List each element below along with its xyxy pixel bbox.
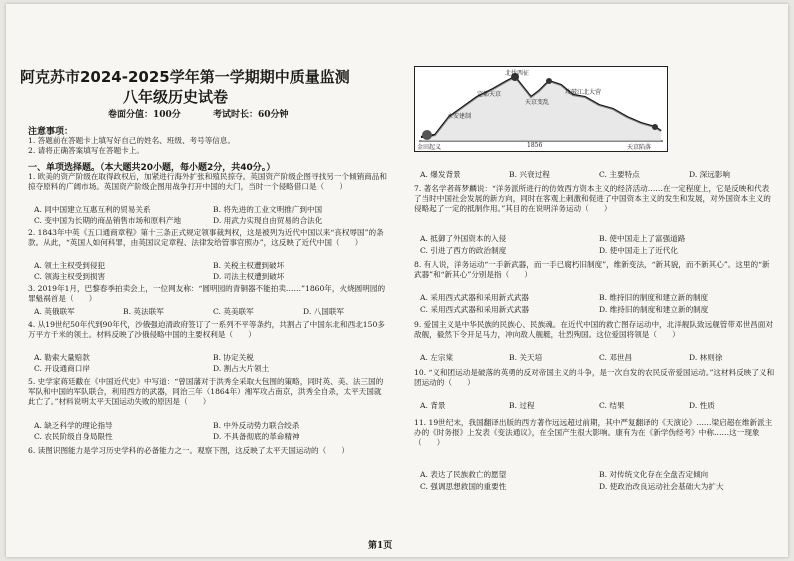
question-9-stem: 9. 爱国主义是中华民族的民族心、民族魂。在近代中国的救亡图存运动中，北洋舰队致远舰管带邓世昌面对敌舰，毅然下令开足马力，冲向敌人舰艇，壮烈殉国。这位爱国将领是（ ）: [414, 320, 773, 339]
q1-option-c[interactable]: C. 变中国为长期的商品销售市场和原料产地: [34, 216, 182, 225]
q7-option-a[interactable]: A. 抵御了外国资本的入侵: [420, 234, 507, 243]
q3-option-d[interactable]: D. 八国联军: [303, 307, 345, 316]
note-item: 1. 答题前在答题卡上填写好自己的姓名、班级、考号等信息。: [28, 136, 236, 145]
exam-subtitle: 八年级历史试卷: [123, 88, 229, 106]
q8-option-a[interactable]: A. 采用西式武器和采用新式武器: [420, 293, 530, 302]
q1-option-b[interactable]: B. 将先进的工业文明推广到中国: [213, 205, 323, 214]
q7-option-b[interactable]: B. 使中国走上了富强道路: [599, 234, 686, 243]
q11-option-d[interactable]: D. 使政治改良运动社会基础大为扩大: [599, 482, 724, 491]
question-4-stem: 4. 从19世纪50年代到90年代，沙俄强迫清政府签订了一系列不平等条约，共割占了中国东北和西北150多万平方千米的领土。材料反映了沙俄侵略中国的主要权利是（ ）: [28, 320, 385, 339]
question-1-stem: 1. 欧美的资产阶级在取得政权后，加紧进行海外扩张和殖民掠夺。英国资产阶级企图寻找另一个倾销商品和掠夺原料的广阔市场。英国资产阶级企图用战争打开中国的大门，当时一个侵略借口是（ ）: [28, 172, 387, 191]
chart-label: 定都天京: [477, 91, 502, 98]
q5-option-c[interactable]: C. 农民阶级自身局限性: [34, 432, 113, 441]
q3-option-a[interactable]: A. 英俄联军: [34, 307, 75, 316]
section-heading: 一、单项选择题。（本大题共20小题，每小题2分，共40分。）: [28, 163, 276, 173]
q4-option-c[interactable]: C. 开设通商口岸: [34, 364, 90, 373]
q11-option-a[interactable]: A. 表达了民族救亡的愿望: [420, 470, 507, 479]
q1-option-a[interactable]: A. 同中国建立互惠互利的贸易关系: [34, 205, 151, 214]
notes-heading: 注意事项：: [28, 127, 74, 137]
chart-label: 金田起义: [417, 144, 442, 151]
q4-option-b[interactable]: B. 协定关税: [213, 353, 254, 362]
q6-option-a[interactable]: A. 爆发背景: [420, 170, 461, 179]
q6-option-d[interactable]: D. 深远影响: [689, 170, 731, 179]
q10-option-d[interactable]: D. 性质: [689, 401, 715, 410]
question-10-stem: 10. “义和团运动是破落的英勇的反对帝国主义的斗争，是一次自发的农民反帝爱国运动。”这材料反映了义和团运动的（ ）: [414, 368, 775, 387]
score-label: 卷面分值：100分: [108, 110, 181, 120]
q3-option-c[interactable]: C. 英美联军: [213, 307, 254, 316]
q9-option-d[interactable]: D. 林则徐: [689, 353, 723, 362]
chart-label: 1856: [527, 142, 543, 149]
q10-option-c[interactable]: C. 结果: [599, 401, 625, 410]
q11-option-c[interactable]: C. 强调思想救国的重要性: [420, 482, 507, 491]
q9-option-b[interactable]: B. 关天培: [509, 353, 543, 362]
question-2-stem: 2. 1843年中英《五口通商章程》第十三条正式规定领事裁判权，这是被列为近代中国以来“丧权辱国”的条款。从此，“英国人如何科罪，由英国议定章程、法律发给管事官照办”，这反映了近代中国（ ）: [28, 228, 384, 247]
q2-option-b[interactable]: B. 关税主权遭到破坏: [213, 261, 285, 270]
taiping-rise-fall-curve: [415, 67, 667, 151]
q5-option-b[interactable]: B. 中外反动势力联合绞杀: [213, 421, 300, 430]
question-8-stem: 8. 有人说，洋务运动“一手新武器，而一手已腐朽旧制度”，维新变法，“新其貌，而不新其心”。这里的“新武器”和“新其心”分别是指（ ）: [414, 260, 770, 279]
time-label: 考试时长：60分钟: [213, 110, 289, 120]
note-item: 2. 请将正确答案填写在答题卡上。: [28, 146, 144, 155]
q8-option-d[interactable]: D. 维持旧的制度和建立新的制度: [599, 305, 709, 314]
q3-option-b[interactable]: B. 英法联军: [123, 307, 164, 316]
q7-option-d[interactable]: D. 使中国走上了近代化: [599, 246, 678, 255]
question-6-stem: 6. 读图识图能力是学习历史学科的必备能力之一。观察下图，这反映了太平天国运动的（ ）: [28, 446, 349, 455]
q8-option-c[interactable]: C. 采用西式武器和采用新式武器: [420, 305, 530, 314]
q4-option-a[interactable]: A. 勒索大量赔款: [34, 353, 90, 362]
exam-title: 阿克苏市2024-2025学年第一学期期中质量监测: [20, 68, 350, 86]
q6-option-b[interactable]: B. 兴衰过程: [509, 170, 550, 179]
q10-option-b[interactable]: B. 过程: [509, 401, 535, 410]
chart-label: 永安建制: [447, 113, 472, 120]
question-7-stem: 7. 著名学者蒋梦麟说：“洋务派所进行的仿效西方资本主义的经济活动……在一定程度上，它是反映和代表了当时中国社会发展的新方向，同时在客观上刺激和促进了中国资本主义的发生和发展，对外国资本主义的侵略起了一定的抵制作用。”其目的在说明洋务运动（ ）: [414, 184, 771, 213]
page-number: 第1页: [368, 541, 393, 551]
taiping-timeline-figure: [414, 66, 668, 152]
q4-option-d[interactable]: D. 割占大片领土: [213, 364, 270, 373]
q2-option-d[interactable]: D. 司法主权遭到破坏: [213, 272, 285, 281]
exam-sheet: [6, 4, 788, 557]
q7-option-c[interactable]: C. 引进了西方的政治制度: [420, 246, 507, 255]
q9-option-a[interactable]: A. 左宗棠: [420, 353, 454, 362]
q8-option-b[interactable]: B. 维持旧的制度和建立新的制度: [599, 293, 709, 302]
q5-option-d[interactable]: D. 不具备彻底的革命精神: [213, 432, 300, 441]
chart-label: 攻破江北大营: [565, 89, 602, 96]
chart-label: 北伐西征: [505, 70, 530, 77]
q10-option-a[interactable]: A. 背景: [420, 401, 446, 410]
q5-option-a[interactable]: A. 缺乏科学的理论指导: [34, 421, 113, 430]
chart-label: 天京变乱: [525, 99, 550, 106]
q9-option-c[interactable]: C. 邓世昌: [599, 353, 633, 362]
chart-label: 天京陷落: [627, 144, 652, 151]
q1-option-d[interactable]: D. 用武力实现自由贸易的合法化: [213, 216, 323, 225]
q6-option-c[interactable]: C. 主要特点: [599, 170, 640, 179]
q2-option-a[interactable]: A. 领土主权受到侵犯: [34, 261, 106, 270]
q11-option-b[interactable]: B. 对传统文化存在全盘否定倾向: [599, 470, 709, 479]
question-5-stem: 5. 史学家蒋廷黻在《中国近代史》中写道：“曾国藩对于洪秀全采取大包围的策略，同时英、美、法三国的军队和中国的军队联合，利用西方的武器，同治三年（1864年）湘军攻占南京，洪秀全自杀，太平天国就此亡了。”材料说明太平天国运动失败的原因是（ ）: [28, 377, 384, 406]
question-11-stem: 11. 19世纪末，我国翻译出版的西方著作远远超过前期，其中严复翻译的《天演论》……梁启超在维新派主办的《时务报》上发表《变法通议》，在全国产生很大影响。康有为在《新学伪经考》中称……这一现象（ ）: [414, 418, 773, 447]
q2-option-c[interactable]: C. 领海主权受到损害: [34, 272, 106, 281]
question-3-stem: 3. 2019年1月，巴黎春季拍卖会上，一位网友称：“圆明园的青铜器不能拍卖……”1860年，火烧圆明园的罪魁祸首是（ ）: [28, 284, 386, 303]
